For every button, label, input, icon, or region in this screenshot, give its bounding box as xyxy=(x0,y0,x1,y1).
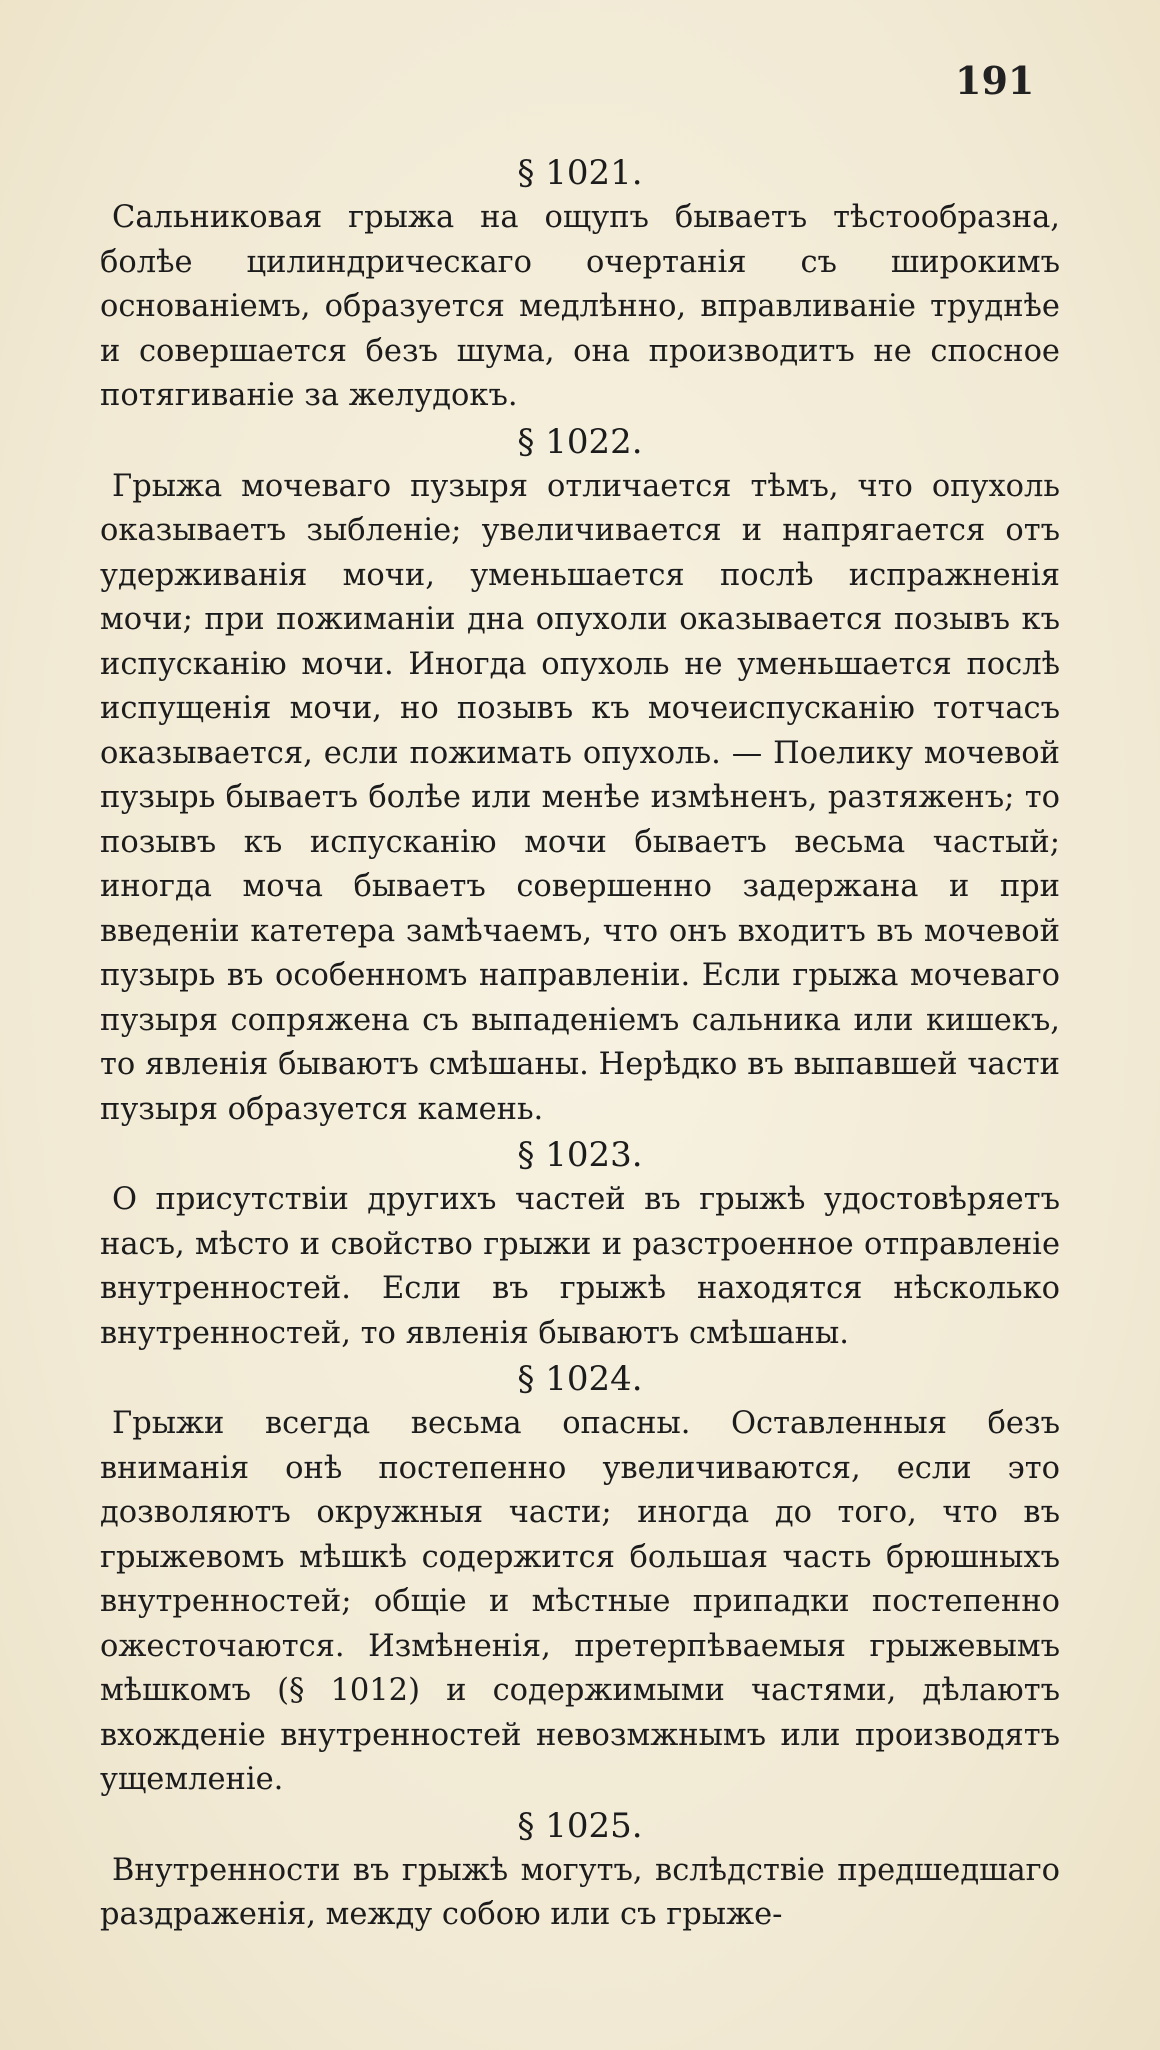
page-content xyxy=(100,150,1060,1938)
section-heading-1025: § 1025. xyxy=(517,1805,643,1846)
section-heading-1023: § 1023. xyxy=(517,1135,643,1175)
page-number: 191 xyxy=(955,58,1035,103)
section-paragraph-1023: О присутствіи другихъ частей въ грыжѣ удостовѣряетъ насъ, мѣсто и свойство грыжи и разстроенное отправленіе внутренностей. Если въ грыжѣ находятся нѣсколько внутренностей, то явленія бываютъ смѣшаны. xyxy=(100,1182,1060,1351)
section-heading-1024: § 1024. xyxy=(517,1359,643,1399)
section-paragraph-1022: Грыжа мочеваго пузыря отличается тѣмъ, что опухоль оказываетъ зыбленіе; увеличивается и напрягается отъ удерживанія мочи, уменьшается послѣ испражненія мочи; при пожиманіи дна опухоли оказывается позывъ къ испусканію мочи. Иногда опухоль не уменьшается послѣ испущенія мочи, но позывъ къ мочеиспусканію тотчасъ оказывается, если пожимать опухоль. — Поелику мочевой пузырь бываетъ болѣе или менѣе измѣненъ, разтяженъ; то позывъ къ испусканію мочи бываетъ весьма частый; иногда моча бываетъ совершенно задержана и при введеніи катетера замѣчаемъ, что онъ входитъ въ мочевой пузырь въ особенномъ направленіи. Если грыжа мочеваго пузыря сопряжена съ выпаденіемъ сальника или кишекъ, то явленія бываютъ смѣшаны. Нерѣдко въ выпавшей части пузыря образуется камень. xyxy=(100,468,1060,1127)
section-heading-1021: § 1021. xyxy=(517,153,643,193)
section-paragraph-1024: Грыжи всегда весьма опасны. Оставленныя безъ вниманія онѣ постепенно увеличиваются, если это дозволяютъ окружныя части; иногда до того, что въ грыжевомъ мѣшкѣ содержится большая часть брюшныхъ внутренностей; общіе и мѣстные припадки постепенно ожесточаются. Измѣненія, претерпѣваемыя грыжевымъ мѣшкомъ (§ 1012) и содержимыми частями, дѣлаютъ вхожденіе внутренностей невозмжнымъ или производятъ ущемленіе. xyxy=(100,1406,1060,1797)
section-paragraph-1021: Сальниковая грыжа на ощупъ бываетъ тѣстообразна, болѣе цилиндрическаго очертанія съ широкимъ основаніемъ, образуется медлѣнно, вправливаніе труднѣе и совершается безъ шума, она производитъ не спосное потягиваніе за желудокъ. xyxy=(100,200,1060,413)
section-paragraph-1025: Внутренности въ грыжѣ могутъ, вслѣдствіе предшедшаго раздраженія, между собою или съ грыже- xyxy=(100,1852,1060,1932)
section-heading-1022: § 1022. xyxy=(517,421,643,462)
